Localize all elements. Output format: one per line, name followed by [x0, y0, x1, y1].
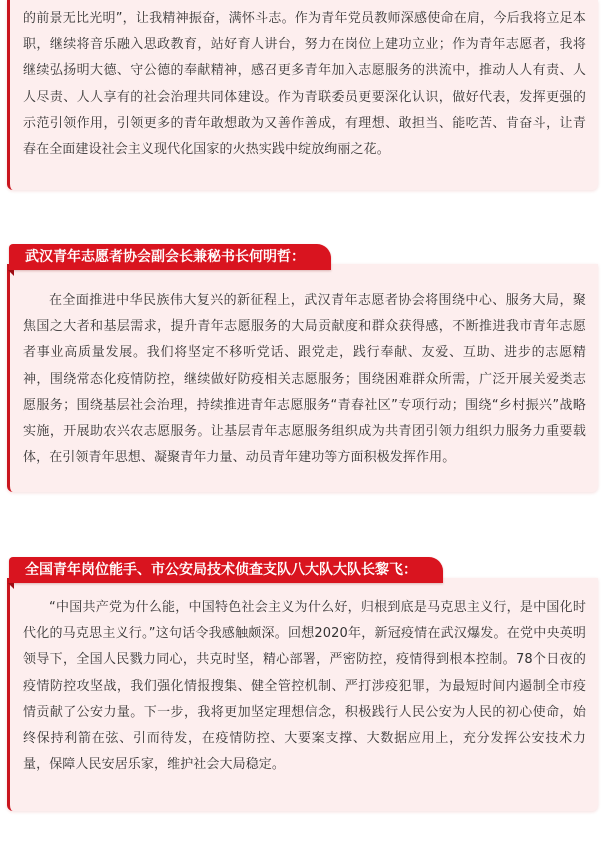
statement-card-2	[7, 264, 598, 492]
speaker-title: 全国青年岗位能手、市公安局技术侦查支队八大队大队长黎飞：	[25, 562, 417, 578]
statement-card-1	[7, 0, 598, 190]
statement-card-3	[7, 578, 598, 811]
statement-text: 的前景无比光明”，让我精神振奋，满怀斗志。作为青年党员教师深感使命在肩，今后我将立足本职，继续将音乐融入思政教育，站好育人讲台，努力在岗位上建功立业；作为青年志愿者，我将继续弘扬明大德、守公德的奉献精神，感召更多青年加入志愿服务的洪流中，推动人人有责、人人尽责、人人享有的社会治理共同体建设。作为青联委员更要深化认识，做好代表，发挥更强的示范引领作用，引领更多的青年敢想敢为又善作善成，有理想、敢担当、能吃苦、肯奋斗，让青春在全面建设社会主义现代化国家的火热实践中绽放绚丽之花。	[23, 11, 586, 158]
statement-text: 在全面推进中华民族伟大复兴的新征程上，武汉青年志愿者协会将围绕中心、服务大局，聚焦国之大者和基层需求，提升青年志愿服务的大局贡献度和群众获得感，不断推进我市青年志愿者事业高质量发展。我们将坚定不移听党话、跟党走，践行奉献、友爱、互助、进步的志愿精神，围绕常态化疫情防控，继续做好防疫相关志愿服务；围绕困难群众所需，广泛开展关爱类志愿服务；围绕基层社会治理，持续推进青年志愿服务“青春社区”专项行动；围绕“乡村振兴”战略实施，开展助农兴农志愿服务。让基层青年志愿服务组织成为共青团引领力组织力服务力重要载体，在引领青年思想、凝聚青年力量、动员青年建功等方面积极发挥作用。	[23, 293, 586, 466]
speaker-banner	[9, 557, 443, 583]
speaker-title: 武汉青年志愿者协会副会长兼秘书长何明哲：	[25, 249, 305, 265]
statement-text: “中国共产党为什么能，中国特色社会主义为什么好，归根到底是马克思主义行，是中国化时代化的马克思主义行。”这句话令我感触颇深。回想2020年，新冠疫情在武汉爆发。在党中央英明领导下，全国人民戮力同心，共克时坚，精心部署，严密防控，疫情得到根本控制。78个日夜的疫情防控攻坚战，我们强化情报搜集、健全管控机制、严打涉疫犯罪，为最短时间内遏制全市疫情贡献了公安力量。下一步，我将更加坚定理想信念，积极践行人民公安为人民的初心使命，始终保持利箭在弦、引而待发，在疫情防控、大要案支撑、大数据应用上，充分发挥公安技术力量，保障人民安居乐家，维护社会大局稳定。	[23, 600, 586, 773]
speaker-banner	[9, 244, 331, 270]
